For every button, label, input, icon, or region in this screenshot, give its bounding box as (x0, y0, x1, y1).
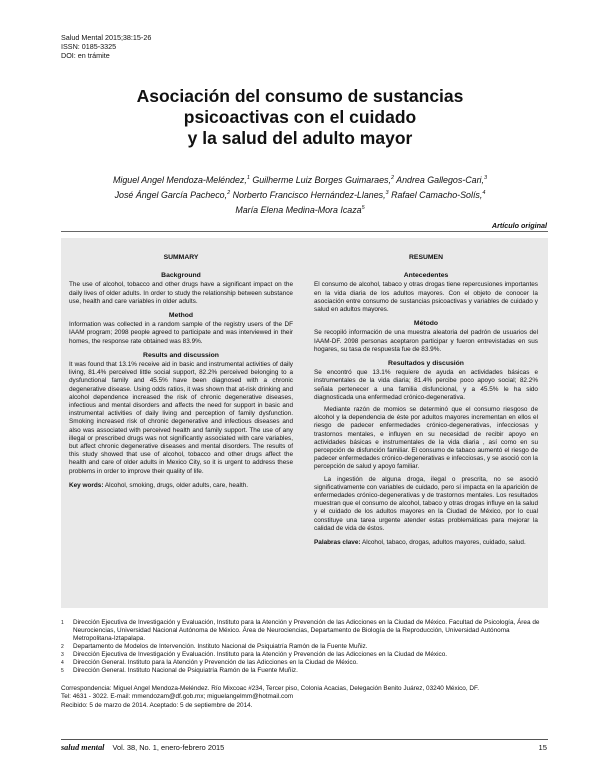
abstract-paragraph: Mediante razón de momios se determinó que el consumo riesgoso de alcohol y la dependencia de éste por adultos mayores incrementan en ellos el riesgo de padecer enfermedades crónico-degenerativas, infecciosas y trastornos mentales, e influyen en su necesidad de recibir apoyo en actividades básicas e instrumentales de la vida diaria , así como en su percepción de disfunción familiar. El consumo de tabaco aumentó el riesgo de padecer enfermedades crónico-degenerativas e infecciosas, y se asoció con la percepción de salud y apoyo familiar. (314, 406, 538, 471)
keywords-label: Palabras clave: (314, 539, 361, 547)
keywords-text: Alcohol, smoking, drugs, older adults, care, health. (104, 481, 249, 489)
author: Andrea Gallegos-Cari,$^3$ (396, 174, 488, 185)
affiliation-note: 5 Dirección General. Instituto Nacional de Psiquiatría Ramón de la Fuente Muñiz. (61, 667, 298, 674)
affiliation-note: 1 Dirección Ejecutiva de Investigación y Evaluación, Instituto para la Atención y Prevención de las Adicciones en la Ciudad de México. Facultad de Psicología, Área de Neurociencias, Universidad Nacional Autónoma de México. Área de Neurociencias, Departamento de Biología de la Reproducción, Universidad Autónoma Metropolitana-Iztapalapa. (61, 619, 540, 642)
footer-divider (61, 739, 548, 740)
journal-brand: salud mental (61, 743, 105, 752)
journal-citation: Salud Mental 2015;38:15-26 (61, 33, 152, 42)
keywords (314, 539, 538, 547)
section-heading: Antecedentes (403, 272, 449, 280)
correspondence (61, 685, 551, 710)
abstract-box (61, 238, 548, 608)
received-dates: Recibido: 5 de marzo de 2014. Aceptado: 5 de septiembre de 2014. (61, 701, 253, 709)
journal-issn: ISSN: 0185-3325 (61, 42, 117, 51)
author: Rafael Camacho-Solís,$^4$ (391, 189, 486, 200)
abstract-paragraph: Information was collected in a random sample of the registry users of the DF IAAM program; 2098 people agreed to participate and was interviewed in their homes, the response rate obtained was 83.9%. (69, 321, 293, 345)
affiliation-note: 2 Departamento de Modelos de Intervención. Instituto Nacional de Psiquiatría Ramón de la Fuente Muñiz. (61, 643, 368, 650)
summary-heading: SUMMARY (163, 254, 199, 261)
author-list (40, 172, 560, 217)
section-heading: Background (161, 272, 201, 280)
abstract-paragraph: Se encontró que 13.1% requiere de ayuda en actividades básicas e instrumentales de la vida diaria; 81.4% percibe poco apoyo social; 82.2% señala pertenecer a una familia disfuncional, y a 45.5% le ha sido diagnosticada una enfermedad crónico-degenerativa. (314, 369, 538, 401)
author: José Ángel García Pacheco,$^2$ (114, 189, 231, 200)
keywords-text: Alcohol, tabaco, drogas, adultos mayores, cuidado, salud. (361, 539, 526, 547)
abstract-paragraph: The use of alcohol, tobacco and other drugs have a significant impact on the daily lives of older adults. In order to study the relationship between substance use, health and care variables in older adults. (69, 281, 293, 305)
section-heading: Método (413, 320, 439, 328)
article-title (40, 86, 560, 149)
summary-column (69, 254, 293, 496)
resumen-heading: RESUMEN (409, 254, 443, 261)
correspondence-address: Correspondencia: Miguel Angel Mendoza-Meléndez. Río Mixcoac #234, Tercer piso, Colonia Acacias, Delegación Benito Juárez, 03240 México, DF. (61, 685, 479, 692)
footer (61, 743, 224, 752)
correspondence-contact: Tel: 4631 - 3022. E-mail: mmendozam@df.gob.mx; miguelangelmm@hotmail.com (61, 693, 294, 701)
title-line: psicoactivas con el cuidado (183, 107, 417, 127)
keywords-label: Key words: (69, 481, 104, 489)
resumen-column (314, 254, 538, 553)
volume-info: Vol. 38, No. 1, enero-febrero 2015 (112, 743, 225, 752)
article-type-label: Artículo original (491, 221, 547, 230)
title-line: y la salud del adulto mayor (187, 128, 413, 148)
abstract-paragraph: El consumo de alcohol, tabaco y otras drogas tiene repercusiones importantes en la vida diaria de los adultos mayores. Con el objeto de conocer la asociación entre consumo de sustancias psicoactivas y variables de cuidado y salud en adultos mayores. (314, 281, 538, 314)
affiliation-note: 3 Dirección Ejecutiva de Investigación y Evaluación. Instituto para la Atención y Prevención de las Adicciones en la Ciudad de México. (61, 651, 448, 658)
section-heading: Results and discussion (143, 351, 219, 359)
author: Guilherme Luiz Borges Guimaraes,$^2$ (252, 174, 395, 185)
abstract-paragraph: La ingestión de alguna droga, ilegal o prescrita, no se asoció significativamente con variables de cuidado, pero sí impacta en la aparición de enfermedades crónico-degenerativas y de trastornos mentales. Los resultados muestran que el consumo de alcohol, tabaco y otras drogas influye en la salud y el cuidado de los adultos mayores en la Ciudad de México, por lo cual constituye una tarea urgente atender estas problemáticas para mejorar la calidad de vida de éstos. (314, 475, 538, 532)
journal-doi: DOI: en trámite (61, 51, 110, 60)
keywords (69, 482, 293, 490)
header-divider (61, 231, 548, 232)
page-number: 15 (538, 743, 547, 752)
title-line: Asociación del consumo de sustancias (136, 86, 464, 106)
affiliations (61, 619, 551, 675)
affiliation-note: 4 Dirección General. Instituto para la Atención y Prevención de las Adicciones en la Ciudad de México. (61, 659, 358, 666)
author: Norberto Francisco Hernández-Llanes,$^3$ (232, 189, 389, 200)
section-heading: Method (168, 312, 194, 320)
author: Miguel Angel Mendoza-Meléndez,$^1$ (112, 174, 250, 185)
abstract-paragraph: It was found that 13.1% receive aid in basic and instrumental activities of daily living, 81.4% perceived little social support, 82.2% perceived belonging to a dysfunctional family and 45.5% have been diagnosed with a chronic degenerative disease. Using odds ratios, it was shown that at-risk drinking and alcohol dependence increased the risk of chronic degenerative diseases, infectious and mental disorders and affects the need for support in basic and instrumental activities of daily living and perception of family dysfunction. Smoking increased risk of chronic degenerative and infectious diseases and also was associated with perceived health and family support. The use of any illegal or prescribed drugs was not significantly associated with care variables, but affect chronic degenerative diseases and mental disorders. The results of this study showed that use of alcohol, tobacco and other drugs affect the health and care of older adults in Mexico City, so it is urgent to address these problems in order to improve their quality of life. (69, 361, 293, 475)
author: María Elena Medina-Mora Icaza$^5$ (235, 204, 365, 215)
journal-meta (61, 33, 151, 60)
abstract-paragraph: Se recopiló información de una muestra aleatoria del padrón de usuarios del IAAM-DF. 2098 personas aceptaron participar y fueron entrevistadas en sus hogares, su tasa de respuesta fue de 83.9%. (314, 329, 538, 353)
section-heading: Resultados y discusión (388, 360, 464, 368)
